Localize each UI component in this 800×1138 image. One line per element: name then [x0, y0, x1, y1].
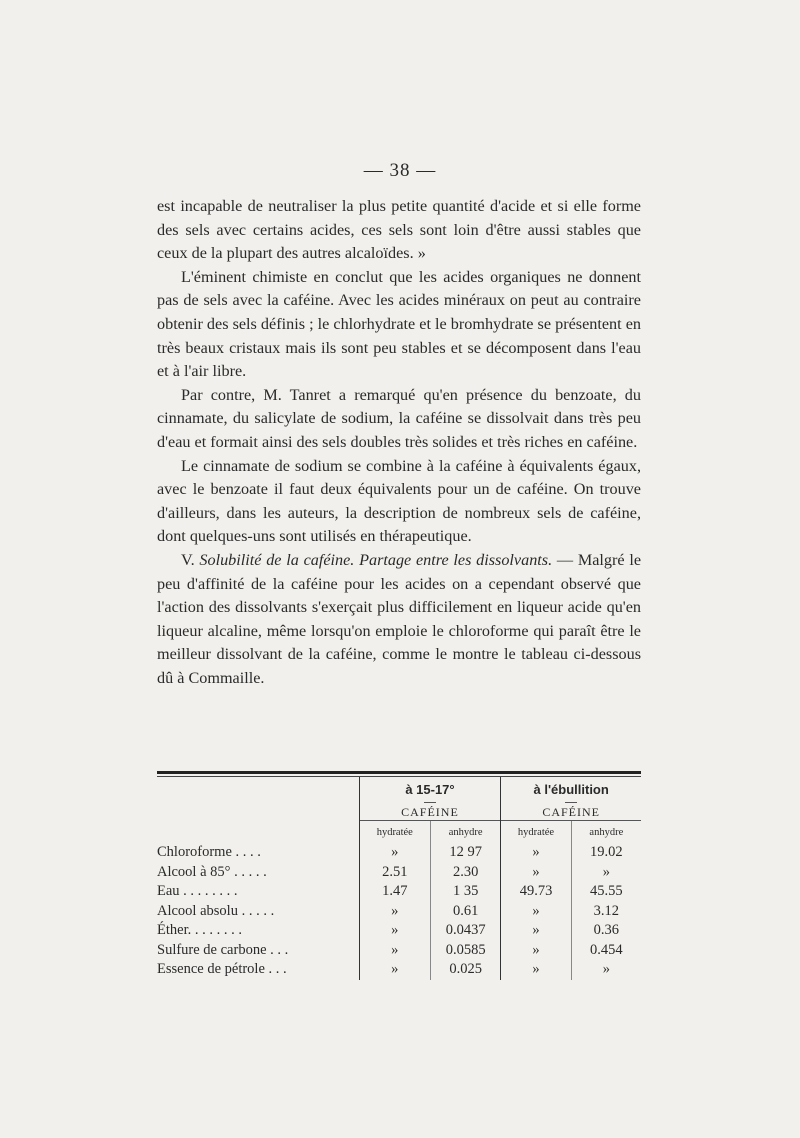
table-cell: » — [359, 843, 430, 863]
table-top-rule — [157, 771, 641, 774]
table-cell: » — [359, 941, 430, 961]
table-cell: » — [501, 863, 571, 883]
table-header-sub — [157, 801, 641, 821]
dash-ornament — [424, 802, 436, 803]
table-row — [157, 921, 641, 941]
table-cell: 2.51 — [359, 863, 430, 883]
body-text — [157, 195, 641, 690]
table-cell: 45.55 — [571, 882, 641, 902]
dash-ornament — [565, 802, 577, 803]
col-header: anhydre — [430, 821, 500, 844]
sub-header-boiling: CAFÉINE — [542, 805, 600, 819]
table-row — [157, 882, 641, 902]
table-cell: » — [501, 902, 571, 922]
row-label: Sulfure de carbone . . . — [157, 941, 289, 958]
table-cell: 1.47 — [359, 882, 430, 902]
col-header: hydratée — [359, 821, 430, 844]
table-cell: 19.02 — [571, 843, 641, 863]
table-row — [157, 843, 641, 863]
data-table — [157, 777, 641, 980]
col-header: hydratée — [501, 821, 571, 844]
table-cell: » — [571, 863, 641, 883]
table-header-cols — [157, 821, 641, 844]
row-label: Essence de pétrole . . . — [157, 961, 287, 978]
col-header: anhydre — [571, 821, 641, 844]
table-cell: 1 35 — [430, 882, 500, 902]
row-label: Alcool absolu . . . . . — [157, 902, 275, 919]
row-label: Alcool à 85° . . . . . — [157, 863, 267, 880]
sub-header-cold: CAFÉINE — [401, 805, 459, 819]
paragraph-3: Par contre, M. Tanret a remarqué qu'en présence du benzoate, du cinnamate, du salicylate de sodium, la caféine se dissolvait dans très peu d'eau et formait ainsi des sels doubles très solides et très riches en caféine. — [157, 385, 641, 451]
section-paragraph — [157, 549, 641, 691]
table-row — [157, 863, 641, 883]
table-cell: » — [571, 960, 641, 980]
table-cell: 0.0585 — [430, 941, 500, 961]
table-cell: » — [359, 921, 430, 941]
section-prefix: V. — [181, 550, 195, 569]
table-cell: » — [359, 902, 430, 922]
group-header-cold: à 15-17° — [359, 777, 501, 801]
table-row — [157, 941, 641, 961]
table-cell: » — [501, 960, 571, 980]
table-cell: » — [501, 843, 571, 863]
table-cell: 3.12 — [571, 902, 641, 922]
row-label: Eau . . . . . . . . — [157, 883, 238, 900]
table-cell: 2.30 — [430, 863, 500, 883]
table-cell: » — [501, 941, 571, 961]
table-cell: 0.0437 — [430, 921, 500, 941]
table-cell: 0.454 — [571, 941, 641, 961]
table-cell: 0.36 — [571, 921, 641, 941]
table-cell: » — [359, 960, 430, 980]
table-cell: » — [501, 921, 571, 941]
paragraph-2: L'éminent chimiste en conclut que les acides organiques ne donnent pas de sels avec la caféine. Avec les acides minéraux on peut au contraire obtenir des sels définis ; le chlorhydrate et le bromhydrate se présentent en très beaux cristaux mais ils sont peu stables et se décomposent dans l'eau et à l'air libre. — [157, 267, 641, 381]
paragraph-4: Le cinnamate de sodium se combine à la caféine à équivalents égaux, avec le benzoate il faut deux équivalents pour un de caféine. On trouve d'ailleurs, dans les auteurs, la description de nombreux sels de caféine, dont quelques-uns sont utilisés en thérapeutique. — [157, 456, 641, 546]
table-row — [157, 960, 641, 980]
section-text: Malgré le peu d'affinité de la caféine pour les acides on a cependant observé que l'action des dissolvants s'exerçait plus difficilement en liqueur acide qu'en liqueur alcaline, même lorsqu'on emploie le chloroforme qui paraît être le meilleur dissolvant de la caféine, comme le montre le tableau ci-dessous dû à Commaille. — [157, 550, 642, 687]
table-cell: 12 97 — [430, 843, 500, 863]
section-dash: — — [552, 550, 574, 569]
page-number: — 38 — — [363, 160, 437, 181]
table-header-groups — [157, 777, 641, 801]
row-label: Éther. . . . . . . . — [157, 922, 242, 939]
table-row — [157, 902, 641, 922]
section-title: Solubilité de la caféine. Partage entre les dissolvants. — [199, 550, 553, 569]
table-cell: 49.73 — [501, 882, 571, 902]
paragraph-1: est incapable de neutraliser la plus petite quantité d'acide et si elle forme des sels avec certains acides, ces sels sont loin d'être aussi stables que ceux de la plupart des autres alcaloïdes. » — [157, 197, 641, 263]
table-cell: 0.025 — [430, 960, 500, 980]
table-cell: 0.61 — [430, 902, 500, 922]
group-header-boiling: à l'ébullition — [501, 777, 641, 801]
row-label: Chloroforme . . . . — [157, 844, 261, 861]
solubility-table — [157, 771, 641, 980]
